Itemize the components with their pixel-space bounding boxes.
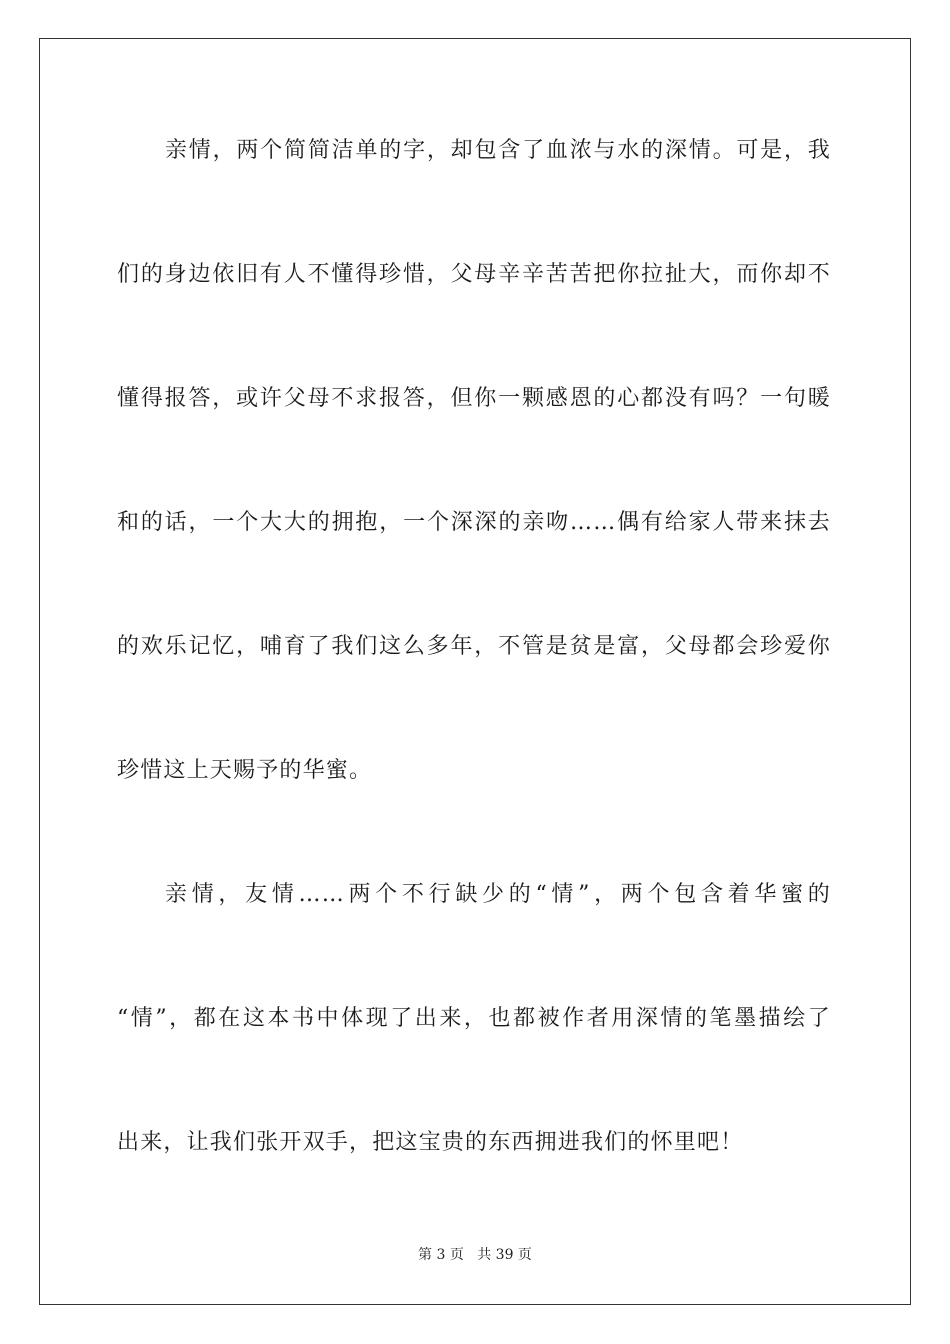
paragraph-1-line-2: 们的身边依旧有人不懂得珍惜，父母辛辛苦苦把你拉扯大，而你却不	[117, 262, 831, 287]
page-number: 第 3 页	[418, 1247, 464, 1263]
paragraph-2-line-3: 出来，让我们张开双手，把这宝贵的东西拥进我们的怀里吧！	[117, 1130, 744, 1155]
page-footer	[0, 1245, 950, 1265]
paragraph-1-line-6: 珍惜这上天赐予的华蜜。	[117, 758, 373, 783]
page-border	[39, 38, 911, 1305]
paragraph-2-line-2: “情”，都在这本书中体现了出来，也都被作者用深情的笔墨描绘了	[117, 1006, 831, 1031]
total-pages: 共 39 页	[477, 1247, 532, 1263]
paragraph-1-line-5: 的欢乐记忆，哺育了我们这么多年，不管是贫是富，父母都会珍爱你	[117, 634, 831, 659]
paragraph-1-line-3: 懂得报答，或许父母不求报答，但你一颗感恩的心都没有吗？一句暖	[117, 386, 831, 411]
paragraph-1-line-4: 和的话，一个大大的拥抱，一个深深的亲吻……偶有给家人带来抹去	[117, 510, 831, 535]
paragraph-2-line-1: 亲情，友情……两个不行缺少的“情”，两个包含着华蜜的	[165, 882, 831, 907]
paragraph-1-line-1: 亲情，两个简简洁单的字，却包含了血浓与水的深情。可是，我	[165, 138, 831, 163]
